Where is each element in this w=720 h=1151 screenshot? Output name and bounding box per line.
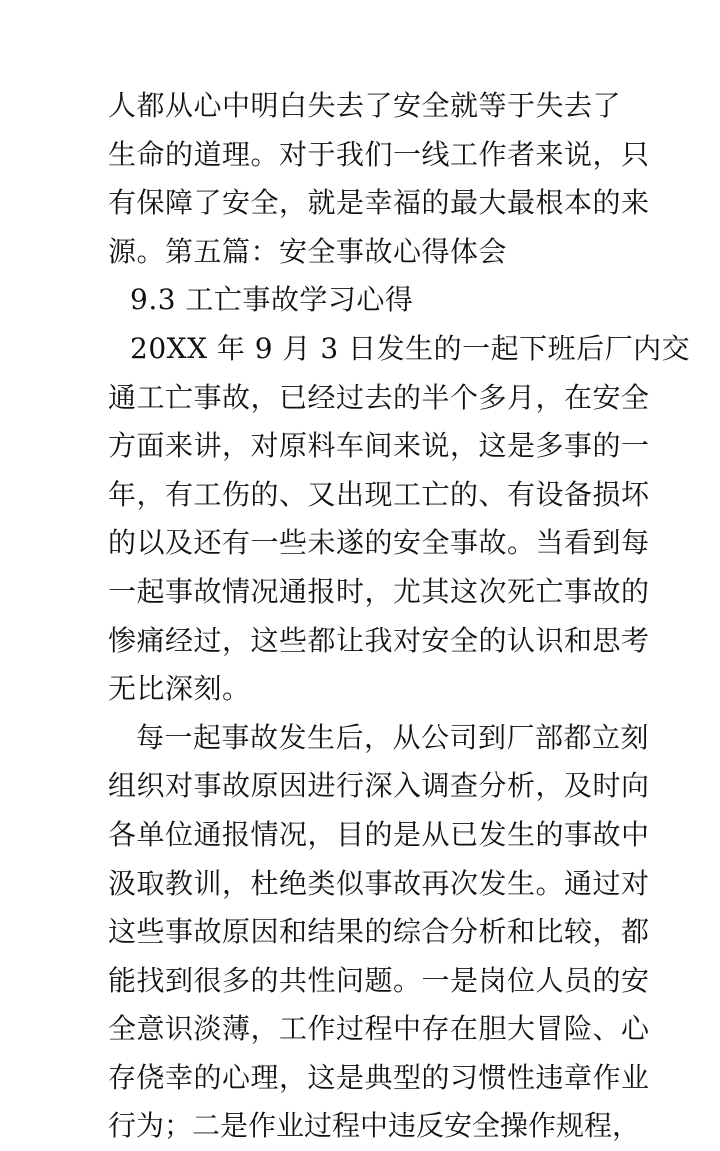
text-line: 惨痛经过，这些都让我对安全的认识和思考 <box>108 623 650 657</box>
text-line: 行为；二是作业过程中违反安全操作规程， <box>108 1109 641 1143</box>
text-line: 无比深刻。 <box>108 672 251 706</box>
text-line: 全意识淡薄，工作过程中存在胆大冒险、心 <box>108 1012 650 1046</box>
text-line: 年，有工伤的、又出现工亡的、有设备损坏 <box>108 477 650 511</box>
text-line: 组织对事故原因进行深入调查分析，及时向 <box>108 769 650 803</box>
text-line: 方面来讲，对原料车间来说，这是多事的一 <box>108 429 650 463</box>
text-line: 源。第五篇：安全事故心得体会 <box>108 234 508 268</box>
text-line: 通工亡事故，已经过去的半个多月，在安全 <box>108 380 650 414</box>
text-line: 这些事故原因和结果的综合分析和比较，都 <box>108 915 650 949</box>
text-line: 20XX 年 9 月 3 日发生的一起下班后厂内交 <box>130 331 691 365</box>
document-body <box>108 82 691 1151</box>
text-line: 有保障了安全，就是幸福的最大最根本的来 <box>108 186 650 220</box>
text-line: 能找到很多的共性问题。一是岗位人员的安 <box>108 963 650 997</box>
text-line: 人都从心中明白失去了安全就等于失去了 <box>108 89 622 122</box>
text-line: 一起事故情况通报时，尤其这次死亡事故的 <box>108 574 650 608</box>
text-line: 存侥幸的心理，这是典型的习惯性违章作业 <box>108 1060 650 1094</box>
section-heading: 9.3 工亡事故学习心得 <box>130 283 414 317</box>
text-line: 的以及还有一些未遂的安全事故。当看到每 <box>108 526 650 560</box>
text-line: 生命的道理。对于我们一线工作者来说，只 <box>108 137 650 171</box>
text-line: 每一起事故发生后，从公司到厂部都立刻 <box>136 720 650 754</box>
text-line: 汲取教训，杜绝类似事故再次发生。通过对 <box>108 866 650 900</box>
text-line: 各单位通报情况，目的是从已发生的事故中 <box>108 817 650 851</box>
